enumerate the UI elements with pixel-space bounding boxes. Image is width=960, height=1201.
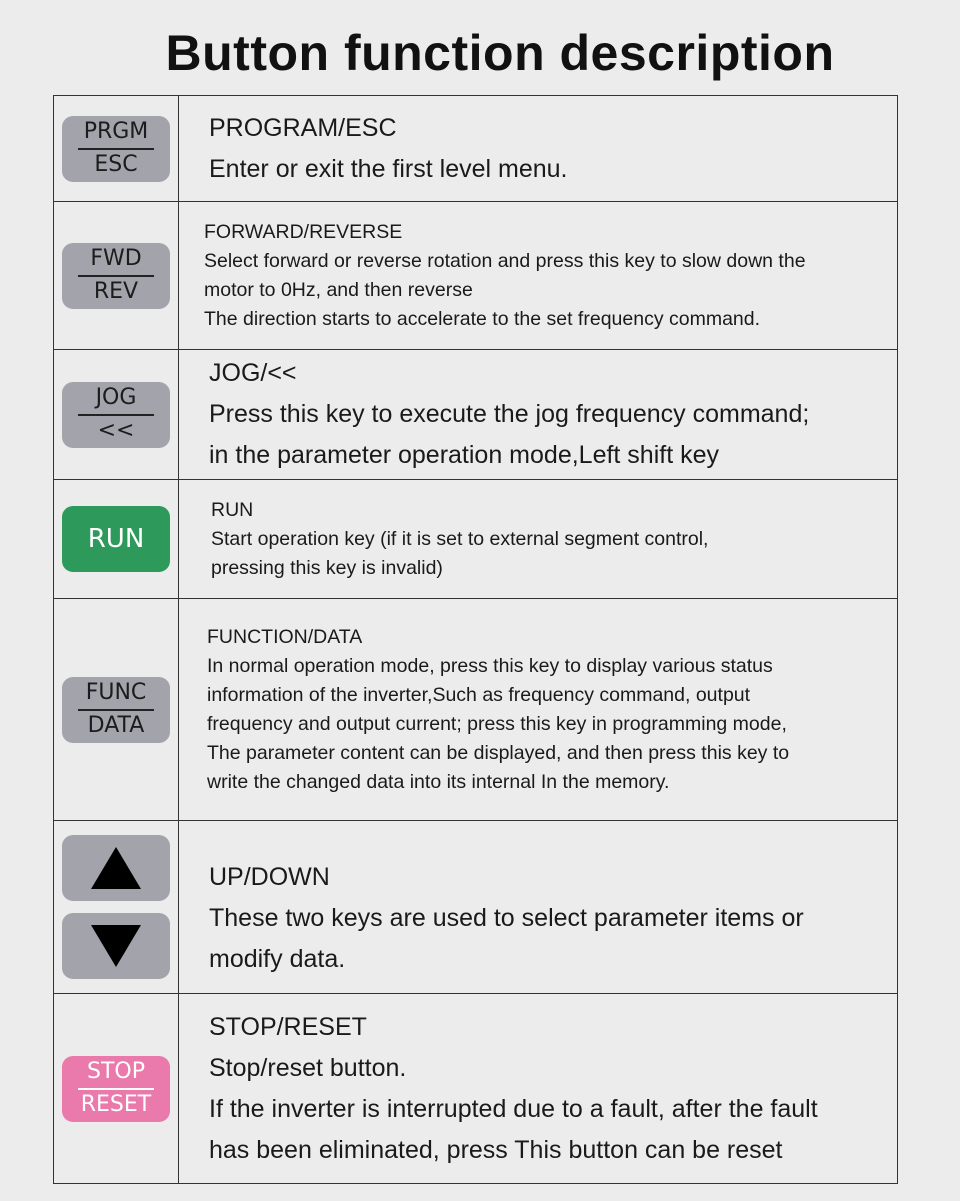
row-text-line: Press this key to execute the jog frequency command; <box>209 400 810 428</box>
key-divider <box>78 1088 154 1090</box>
key-top-label: STOP <box>87 1059 145 1085</box>
table-row-run <box>54 480 897 599</box>
key-cell <box>54 480 179 598</box>
key-cell <box>54 599 179 820</box>
key-top-label: FUNC <box>85 680 147 706</box>
row-heading: FUNCTION/DATA <box>207 625 363 648</box>
table-row-stop-reset <box>54 994 897 1184</box>
row-heading: FORWARD/REVERSE <box>204 220 403 243</box>
key-cell <box>54 994 179 1183</box>
desc-cell <box>179 350 897 479</box>
key-cell <box>54 821 179 993</box>
row-text-line: frequency and output current; press this key in programming mode, <box>207 712 787 735</box>
desc-cell <box>179 96 897 201</box>
key-divider <box>78 709 154 711</box>
key-top-label: FWD <box>90 246 142 272</box>
row-heading: STOP/RESET <box>209 1012 367 1041</box>
row-text-line: Stop/reset button. <box>209 1053 407 1082</box>
run-key <box>62 506 170 572</box>
key-bottom-label: ESC <box>94 151 138 177</box>
desc-cell <box>179 480 897 598</box>
row-text-line: in the parameter operation mode,Left shift key <box>209 441 720 469</box>
desc-cell <box>179 994 897 1183</box>
row-heading: JOG/<< <box>209 359 297 387</box>
desc-cell <box>179 599 897 820</box>
key-top-label: JOG <box>95 385 137 411</box>
row-heading: PROGRAM/ESC <box>209 113 397 142</box>
key-bottom-label: DATA <box>87 712 145 738</box>
row-text-line: information of the inverter,Such as frequency command, output <box>207 683 751 706</box>
table-row-func-data <box>54 599 897 821</box>
row-text-line: write the changed data into its internal In the memory. <box>207 770 670 793</box>
key-divider <box>78 275 154 277</box>
desc-cell <box>179 202 897 349</box>
key-top-label: PRGM <box>83 119 149 145</box>
row-heading: RUN <box>211 498 254 521</box>
key-bottom-label: REV <box>93 278 139 304</box>
row-text-line: These two keys are used to select parameter items or <box>209 903 804 932</box>
prgm-esc-key <box>62 116 170 182</box>
row-text-line: Start operation key (if it is set to external segment control, <box>211 527 709 550</box>
key-bottom-label: RESET <box>80 1091 152 1117</box>
desc-cell <box>179 821 897 993</box>
row-text-line: motor to 0Hz, and then reverse <box>204 278 473 301</box>
button-function-table <box>53 95 898 1184</box>
row-text-line: Enter or exit the first level menu. <box>209 154 568 183</box>
table-row-fwd-rev <box>54 202 897 350</box>
row-text-line: In normal operation mode, press this key to display various status <box>207 654 773 677</box>
table-row-jog <box>54 350 897 480</box>
row-text-line: If the inverter is interrupted due to a fault, after the fault <box>209 1094 818 1123</box>
down-key <box>62 913 170 979</box>
key-divider <box>78 414 154 416</box>
key-cell <box>54 202 179 349</box>
up-key <box>62 835 170 901</box>
key-label: RUN <box>87 524 145 554</box>
page-title: Button function description <box>165 25 835 81</box>
key-divider <box>78 148 154 150</box>
stop-reset-key <box>62 1056 170 1122</box>
up-arrow-icon <box>91 847 141 889</box>
table-row-prgm-esc <box>54 96 897 202</box>
key-cell <box>54 96 179 201</box>
table-row-up-down <box>54 821 897 994</box>
key-bottom-label: << <box>97 417 135 443</box>
row-heading: UP/DOWN <box>209 862 330 891</box>
row-text-line: Select forward or reverse rotation and press this key to slow down the <box>204 249 806 272</box>
key-cell <box>54 350 179 479</box>
row-text-line: pressing this key is invalid) <box>211 556 443 579</box>
row-text-line: The parameter content can be displayed, and then press this key to <box>207 741 790 764</box>
row-text-line: modify data. <box>209 944 346 973</box>
row-text-line: has been eliminated, press This button can be reset <box>209 1135 783 1164</box>
func-data-key <box>62 677 170 743</box>
row-text-line: The direction starts to accelerate to the set frequency command. <box>204 307 761 330</box>
jog-key <box>62 382 170 448</box>
down-arrow-icon <box>91 925 141 967</box>
fwd-rev-key <box>62 243 170 309</box>
